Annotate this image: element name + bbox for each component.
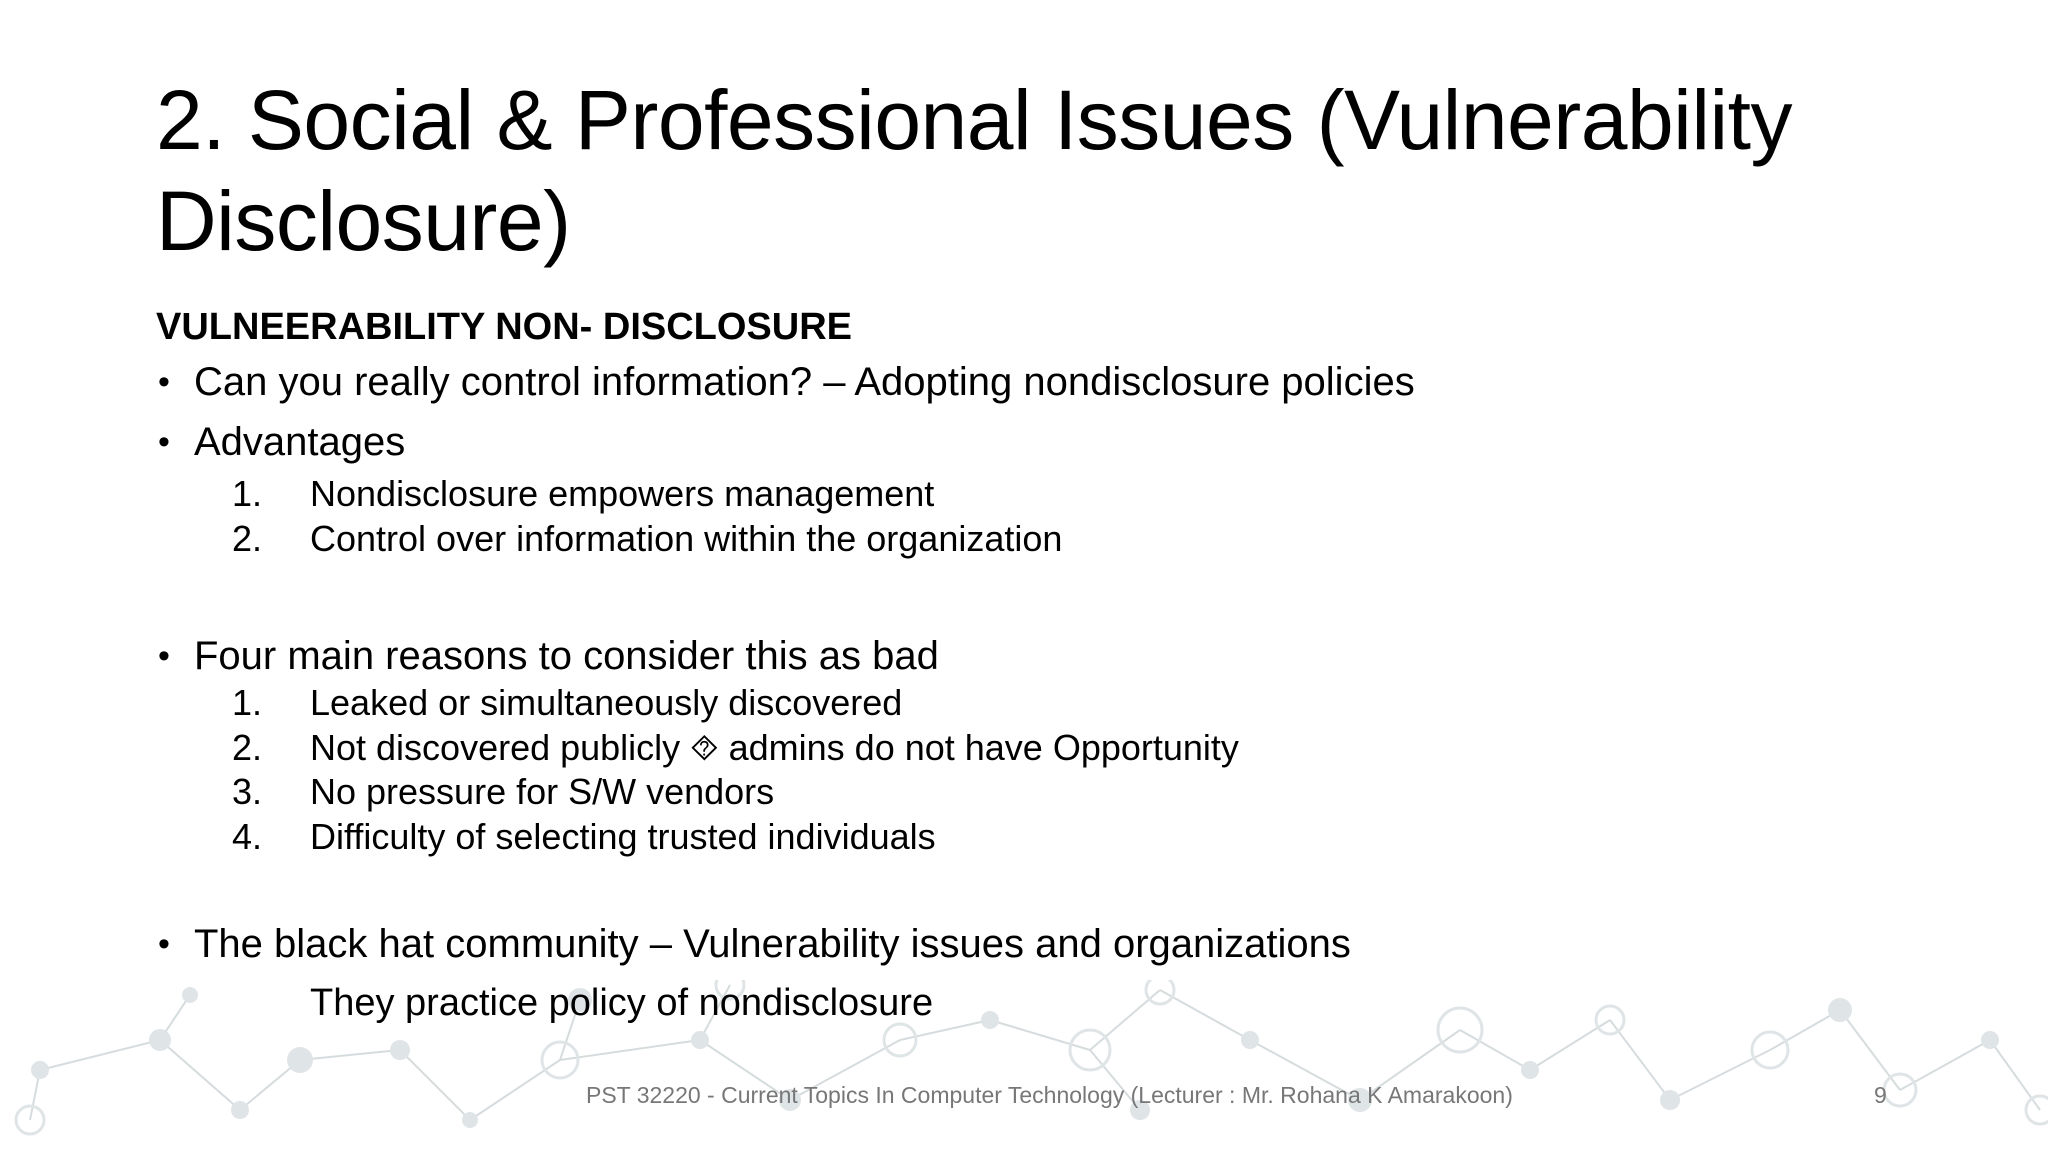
list-number: 2. <box>232 726 263 768</box>
advantages-list <box>156 472 1956 561</box>
bullet-text: Can you really control information? – Adopting nondisclosure policies <box>194 360 1415 404</box>
list-item <box>156 681 1956 726</box>
reasons-list <box>156 681 1956 859</box>
bullet-glyph: • <box>158 363 170 401</box>
slide-footer <box>0 1082 2048 1118</box>
list-text: Difficulty of selecting trusted individuals <box>310 815 936 857</box>
list-item <box>156 472 1956 517</box>
list-number: 1. <box>232 682 263 723</box>
bullet-text: The black hat community – Vulnerability issues and organizations <box>194 922 1351 966</box>
list-number: 2. <box>232 517 263 559</box>
list-text: Not discovered publicly ⯑ admins do not have Opportunity <box>310 726 1239 768</box>
list-item <box>156 770 1956 815</box>
list-text: Leaked or simultaneously discovered <box>310 682 903 723</box>
list-text: Control over information within the organization <box>310 517 1063 559</box>
list-text: No pressure for S/W vendors <box>310 771 775 812</box>
list-text: Nondisclosure empowers management <box>310 473 935 514</box>
bullet-item <box>156 352 1956 412</box>
section-subheading: VULNEERABILITY NON- DISCLOSURE <box>156 306 853 348</box>
footer-text: PST 32220 - Current Topics In Computer Technology (Lecturer : Mr. Rohana K Amarakoon) <box>586 1082 1513 1108</box>
spacer <box>156 561 1956 631</box>
bullet-text: Four main reasons to consider this as bad <box>194 634 939 678</box>
list-number: 3. <box>232 771 263 812</box>
list-number: 4. <box>232 815 263 857</box>
slide-title: 2. Social & Professional Issues (Vulnerability Disclosure) <box>156 73 1792 268</box>
page-number: 9 <box>1874 1082 1887 1108</box>
list-number: 1. <box>232 473 263 514</box>
list-item <box>156 517 1956 562</box>
bullet-item <box>156 412 1956 472</box>
bullet-item <box>156 914 1956 974</box>
bullet-text: Advantages <box>194 420 406 464</box>
list-item <box>156 726 1956 771</box>
slide-body <box>156 302 1956 1032</box>
spacer <box>156 859 1956 914</box>
list-item <box>156 815 1956 860</box>
bullet-glyph: • <box>158 925 170 963</box>
bullet-item <box>156 631 1956 681</box>
bullet-glyph: • <box>158 637 170 675</box>
black-hat-note: They practice policy of nondisclosure <box>310 982 934 1024</box>
bullet-glyph: • <box>158 423 170 461</box>
